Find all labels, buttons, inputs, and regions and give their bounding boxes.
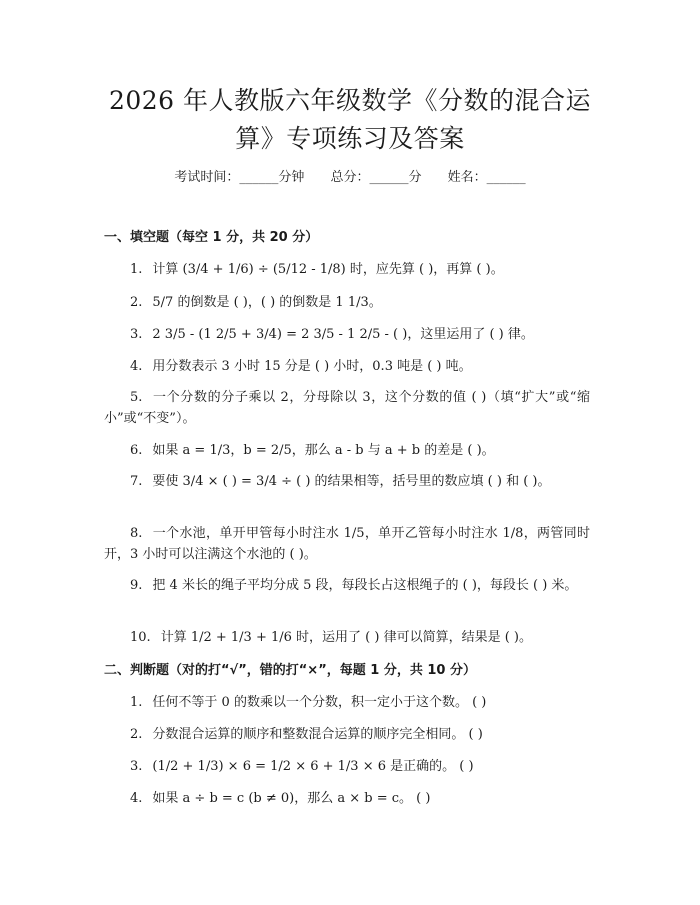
question-item: [104, 259, 590, 280]
question-number: 1.: [130, 262, 143, 277]
question-item: [104, 724, 590, 745]
exam-info: [0, 169, 700, 187]
question-item: [104, 756, 590, 777]
question-item: [104, 471, 590, 492]
document-title: 2026 年人教版六年级数学《分数的混合运算》专项练习及答案: [108, 86, 592, 153]
question-text: 如果 a = 1/3，b = 2/5，那么 a - b 与 a + b 的差是 ( )。: [152, 443, 495, 458]
question-number: 4.: [130, 359, 143, 374]
question-text: 一个水池，单开甲管每小时注水 1/5，单开乙管每小时注水 1/8，两管同时开，3 小时可以注满这个水池的 ( )。: [104, 526, 590, 562]
question-text: 5/7 的倒数是 ( )，( ) 的倒数是 1 1/3。: [152, 295, 382, 310]
question-number: 3.: [130, 327, 143, 342]
section-heading-fill-blank: 一、填空题（每空 1 分，共 20 分）: [104, 230, 319, 245]
question-item: [104, 627, 590, 648]
question-text: 把 4 米长的绳子平均分成 5 段，每段长占这根绳子的 ( )，每段长 ( ) 米。: [152, 578, 578, 593]
question-number: 5.: [130, 390, 143, 405]
question-item: [104, 692, 590, 713]
question-number: 6.: [130, 443, 143, 458]
question-text: (1/2 + 1/3) × 6 = 1/2 × 6 + 1/3 × 6 是正确的。 ( ): [152, 759, 474, 774]
question-text: 要使 3/4 × ( ) = 3/4 ÷ ( ) 的结果相等，括号里的数应填 ( ) 和 ( )。: [152, 474, 551, 489]
question-number: 2.: [130, 295, 143, 310]
question-text: 用分数表示 3 小时 15 分是 ( ) 小时，0.3 吨是 ( ) 吨。: [152, 359, 472, 374]
question-number: 7.: [130, 474, 143, 489]
question-text: 计算 1/2 + 1/3 + 1/6 时，运用了 ( ) 律可以简算，结果是 ( )。: [160, 630, 532, 645]
question-text: 如果 a ÷ b = c (b ≠ 0)，那么 a × b = c。 ( ): [152, 791, 431, 806]
question-number: 10.: [130, 630, 151, 645]
question-text: 计算 (3/4 + 1/6) ÷ (5/12 - 1/8) 时，应先算 ( )，再算 ( )。: [152, 262, 504, 277]
question-number: 9.: [130, 578, 143, 593]
question-item: [104, 440, 590, 461]
question-number: 1.: [130, 695, 143, 710]
question-text: 任何不等于 0 的数乘以一个分数，积一定小于这个数。 ( ): [152, 695, 487, 710]
section-heading-true-false: 二、判断题（对的打“√”，错的打“×”，每题 1 分，共 10 分）: [104, 663, 476, 678]
total-score-field: 总分：______分: [330, 170, 422, 185]
question-item: [104, 788, 590, 809]
question-number: 2.: [130, 727, 143, 742]
question-item: [104, 356, 590, 377]
question-number: 8.: [130, 526, 143, 541]
question-text: 2 3/5 - (1 2/5 + 3/4) = 2 3/5 - 1 2/5 - ( )，这里运用了 ( ) 律。: [152, 327, 534, 342]
question-text: 一个分数的分子乘以 2，分母除以 3，这个分数的值 ( )（填“扩大”或“缩小”或“不变”）。: [104, 390, 590, 426]
question-item: [104, 575, 590, 596]
question-item: [104, 292, 590, 313]
question-text: 分数混合运算的顺序和整数混合运算的顺序完全相同。 ( ): [152, 727, 483, 742]
question-item: [104, 523, 590, 565]
student-name-field: 姓名：______: [447, 170, 526, 185]
question-item: [104, 324, 590, 345]
question-item: [104, 387, 590, 429]
question-number: 3.: [130, 759, 143, 774]
exam-time-field: 考试时间：______分钟: [174, 170, 305, 185]
question-number: 4.: [130, 791, 143, 806]
